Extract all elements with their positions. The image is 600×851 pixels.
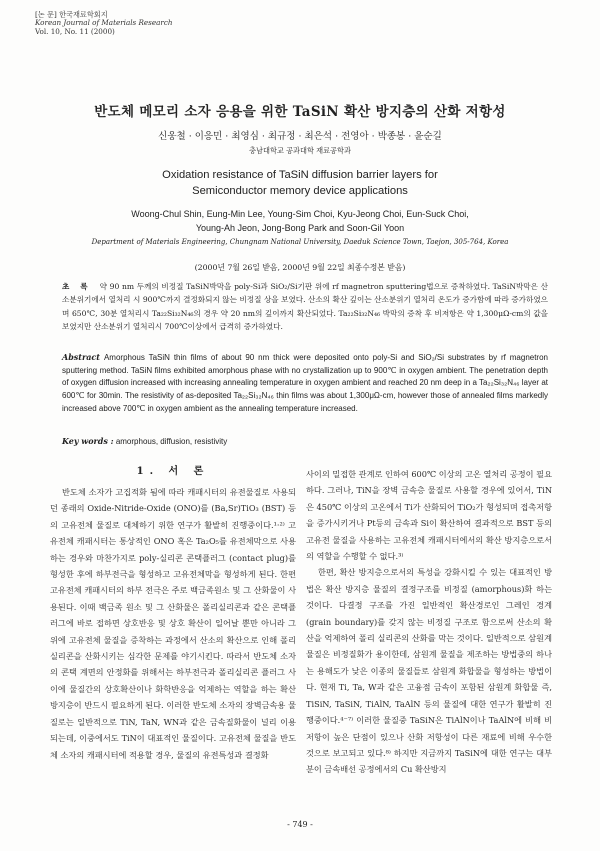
- body-column-right: [306, 466, 552, 778]
- received-dates: (2000년 7월 26일 받음, 2000년 9월 22일 최종수정본 받음): [194, 263, 406, 272]
- abstract-korean: [62, 280, 548, 333]
- body-column-left: [50, 484, 296, 763]
- abstract-english-label: Abstract: [62, 352, 100, 362]
- keywords: [62, 436, 227, 446]
- section-heading-introduction: 1. 서 론: [136, 466, 210, 477]
- affiliation-english: Department of Materials Engineering, Chungnam National University, Daeduk Science Town, Taejon, 305-764, Korea: [91, 238, 509, 246]
- abstract-korean-label: 초 록: [62, 282, 92, 291]
- authors-english-line2: Young-Ah Jeon, Jong-Bong Park and Soon-Gil Yoon: [195, 222, 405, 233]
- abstract-korean-text: 약 90 nm 두께의 비정질 TaSiN박막을 poly-Si과 SiO₂/Si기판 위에 rf magnetron sputtering법으로 증착하였다. TaSiN박막은 산소분위기에서 열처리 시 900℃까지 결정화되지 않는 비정질 상을 보였다. 산소의 확산 깊이는 산소분위기 열처리 온도가 증가함에 따라 증가하였으며 650℃, 30분 열처리시 Ta₂₂Si₃₂N₄₆의 경우 약 20 nm의 깊이까지 확산되었다. Ta₂₂Si₃₂N₄₆ 박막의 증착 후 비저항은 약 1,300μΩ-cm의 값을 보였지만 산소분위기 열처리시 700℃이상에서 급격히 증가하였다.: [62, 282, 548, 331]
- abstract-english: [62, 351, 548, 416]
- title-english-line2: Semiconductor memory device applications: [192, 184, 408, 197]
- journal-name-en: Korean Journal of Materials Research: [35, 18, 173, 28]
- title-english-line1: Oxidation resistance of TaSiN diffusion barrier layers for: [162, 169, 438, 181]
- title-korean: 반도체 메모리 소자 응용을 위한 TaSiN 확산 방지층의 산화 저항성: [94, 104, 506, 120]
- keywords-text: amorphous, diffusion, resistivity: [115, 437, 228, 446]
- keywords-label: Key words :: [62, 436, 114, 446]
- page-number: - 749 -: [287, 820, 313, 829]
- affiliation-korean: 충남대학교 공과대학 재료공학과: [249, 146, 351, 155]
- paragraph: 한편, 확산 방지층으로서의 특성을 강화시킬 수 있는 대표적인 방법은 확산 방지층 물질의 결정구조를 비정질 (amorphous)화 하는 것이다. 다결정 구조를 가진 일반적인 확산경로인 그레인 경계 (grain boundary)를 갖지 않는 비정질 구조로 함으로써 산소의 확산을 억제하여 폴리 실리콘의 산화를 막는 것이다. 일반적으로 삼원계 물질은 비정질화가 용이한데, 삼원계 물질을 제조하는 방법중의 하나는 용해도가 낮은 이종의 물질들로 삼원계 화합물을 형성하는 방법이다. 현재 Ti, Ta, W과 같은 고융점 금속이 포함된 삼원계 화합물 즉, TiSiN, TaSiN, TiAlN, TaAlN 등의 물질에 대한 연구가 활발히 진행중이다.⁴⁻⁷⁾ 이러한 물질중 TaSiN은 TiAlN이나 TaAlN에 비해 비저항이 높은 단점이 있으나 산화 저항성이 다른 재료에 비해 우수한 것으로 보고되고 있다.⁸⁾ 하지만 지금까지 TaSiN에 대한 연구는 대부분이 금속배선 공정에서의 Cu 확산방지: [306, 567, 552, 775]
- title-english: [0, 168, 600, 199]
- journal-volume: Vol. 10, No. 11 (2000): [35, 26, 115, 36]
- authors-english-line1: Woong-Chul Shin, Eung-Min Lee, Young-Sim Choi, Kyu-Jeong Choi, Eun-Suck Choi,: [131, 209, 469, 219]
- authors-korean: 신웅철 · 이응민 · 최영심 · 최규정 · 최은석 · 전영아 · 박종봉 · 윤순길: [158, 131, 442, 142]
- paragraph: 반도체 소자가 고집적화 됨에 따라 캐패시터의 유전물질로 사용되던 종래의 Oxide-Nitride-Oxide (ONO)를 (Ba,Sr)TiO₃ (BST) 등의 고유전체 물질로 대체하기 위한 연구가 활발히 진행중이다.¹·²⁾ 고유전체 캐패시터는 통상적인 ONO 혹은 Ta₂O₅를 유전체막으로 사용하는 경우와 마찬가지로 poly-실리콘 콘택플러그 (contact plug)를 형성한 후에 하부전극을 형성하고 고유전체막을 형성하게 된다. 한편 고유전체 캐패시터의 하부 전극은 주로 백금족원소 및 그 산화물이 사용된다. 이때 백금족 원소 및 그 산화물은 폴리실리콘과 같은 콘택플러그에 바로 접하면 상호반응 및 상호 확산이 일어날 뿐만 아니라 그 위에 고유전체 물질을 증착하는 과정에서 산소의 확산으로 인해 폴리실리콘을 산화시키는 심각한 문제를 야기시킨다. 따라서 반도체 소자의 콘택 계면의 안정화를 위해서는 하부전극과 폴리실리콘 플러그 사이에 물질간의 상호확산이나 화학반응을 억제하는 역할을 하는 확산 방지층이 반드시 필요하게 된다. 이러한 반도체 소자의 장벽금속용 물질로는 일반적으로 TiN, TaN, WN과 같은 금속질화물이 널리 이용되는데, 이중에서도 TiN이 대표적인 물질이다. 고유전체 물질을 반도체 소자의 캐패시터에 적용할 경우, 물질의 유전특성과 결정화: [50, 487, 296, 760]
- paragraph: 사이의 밀접한 관계로 인하여 600℃ 이상의 고온 열처리 공정이 필요하다. 그러나, TiN을 장벽 금속층 물질로 사용할 경우에 있어서, TiN은 450℃ 이상의 고온에서 Ti가 산화되어 TiO₂가 형성되며 접촉저항을 증가시키거나 Pt등의 금속과 Si이 확산하여 결과적으로 BST 등의 고유전 물질을 사용하는 고유전체 캐패시터에서의 확산 방지층으로서의 역할을 수행할 수 없다.³⁾: [306, 469, 552, 562]
- journal-name-ko: [논 문] 한국재료학회지: [35, 10, 108, 19]
- abstract-english-text: Amorphous TaSiN thin films of about 90 nm thick were deposited onto poly-Si and SiO₂/Si substrates by rf magnetron sputtering method. TaSiN films exhibited amorphous phase with no crystallization up to 900℃ in oxygen ambient. The penetration depth of oxygen diffusion increased with increasing annealing temperature in oxygen ambient and reached 20 nm deep in a Ta₂₂Si₃₂N₄₆ layer at 600℃ for 30min. The resistivity of as-deposited Ta₂₂Si₃₂N₄₆ thin films was about 1,300μΩ-cm, however those of annealed films markedly increased above 700℃ in oxygen ambient as the annealing temperature increased.: [62, 353, 548, 413]
- authors-english: [0, 208, 600, 235]
- journal-header: [35, 11, 173, 36]
